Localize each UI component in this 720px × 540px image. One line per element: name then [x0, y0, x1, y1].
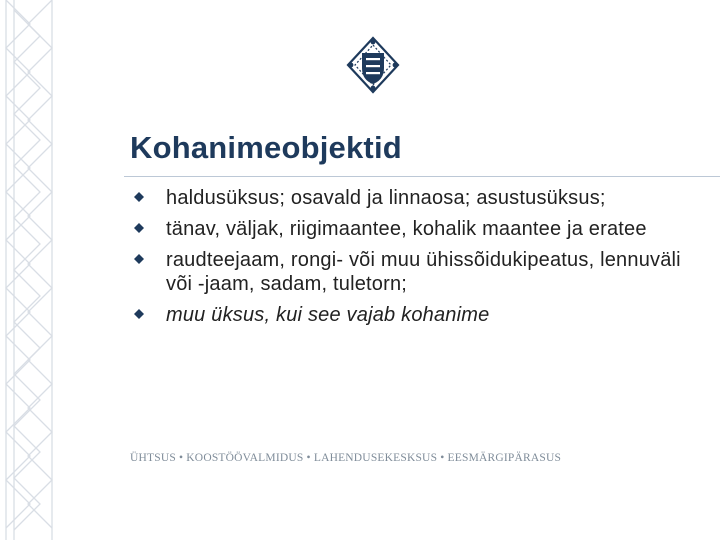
diamond-bullet-icon [134, 254, 144, 264]
bullet-text: muu üksus, kui see vajab kohanime [166, 304, 490, 326]
title-divider [124, 176, 720, 177]
bullet-item [130, 217, 690, 241]
bullet-item [130, 303, 690, 327]
bullet-list [130, 186, 690, 334]
estonian-coat-of-arms-emblem-icon [346, 36, 400, 94]
bullet-text: tänav, väljak, riigimaantee, kohalik maantee ja eratee [166, 218, 647, 240]
bullet-item [130, 248, 690, 296]
bullet-text: haldusüksus; osavald ja linnaosa; asustusüksus; [166, 187, 606, 209]
bullet-item [130, 186, 690, 210]
diamond-bullet-icon [134, 192, 144, 202]
diamond-bullet-icon [134, 309, 144, 319]
diamond-bullet-icon [134, 223, 144, 233]
side-decorative-pattern [0, 0, 64, 540]
slide-title: Kohanimeobjektid [130, 130, 402, 165]
footer-motto: ÜHTSUS • KOOSTÖÖVALMIDUS • LAHENDUSEKESKSUS • EESMÄRGIPÄRASUS [130, 452, 562, 464]
bullet-text: raudteejaam, rongi- või muu ühissõidukipeatus, lennuväli või -jaam, sadam, tuletorn; [166, 249, 681, 295]
